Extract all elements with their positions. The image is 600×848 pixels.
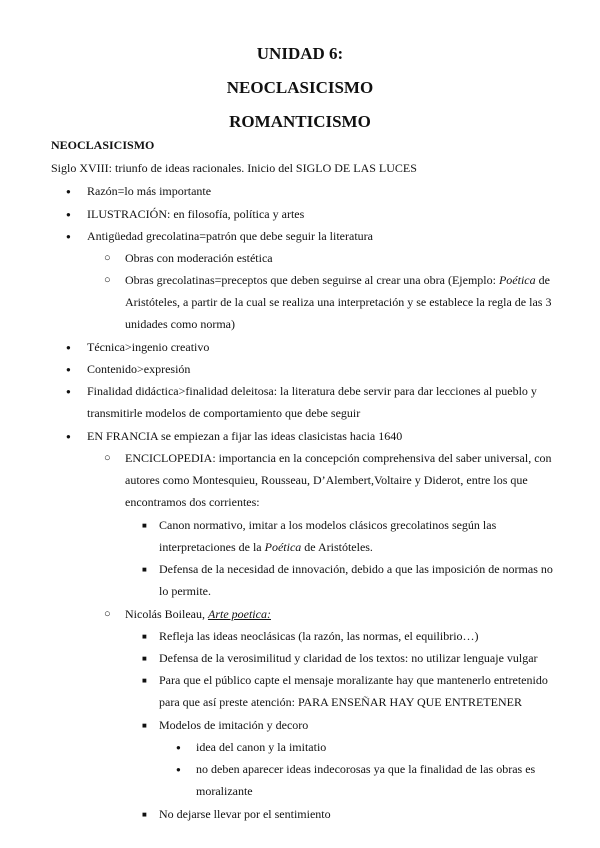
list-item: No dejarse llevar por el sentimiento <box>159 807 331 821</box>
list-item-continuation: encontramos dos corrientes: <box>125 495 260 509</box>
section-heading: NEOCLASICISMO <box>51 138 155 152</box>
list-item <box>125 607 271 622</box>
text-segment: Nicolás Boileau, <box>125 607 208 621</box>
list-item-continuation: Aristóteles, a partir de la cual se realiza una interpretación y se establece la regla de las 3 <box>125 295 552 309</box>
list-item: Canon normativo, imitar a los modelos clásicos grecolatinos según las <box>159 518 497 532</box>
list-item-continuation: lo permite. <box>159 584 211 598</box>
bullet-dot-icon: ● <box>66 343 71 352</box>
bullet-square-icon: ■ <box>142 676 147 685</box>
italic-underlined-text: Arte poetica: <box>207 607 271 621</box>
bullet-dot-icon: ● <box>66 232 71 241</box>
italic-text: Poética <box>498 273 536 287</box>
list-item-continuation: para que así preste atención: PARA ENSEÑAR HAY QUE ENTRETENER <box>159 695 522 709</box>
bullet-dot-icon: ● <box>176 743 181 752</box>
text-segment: interpretaciones de la <box>159 540 265 554</box>
list-item: Técnica>ingenio creativo <box>87 340 210 354</box>
list-item-continuation: transmitirle modelos de comportamiento que debe seguir <box>87 406 361 420</box>
title-romanticismo: ROMANTICISMO <box>229 112 371 131</box>
title-neoclasicismo: NEOCLASICISMO <box>226 78 374 97</box>
text-segment: de <box>535 273 550 287</box>
bullet-dot-icon: ● <box>66 365 71 374</box>
bullet-circle-icon: ○ <box>104 452 111 464</box>
list-item: Razón=lo más importante <box>87 184 212 198</box>
bullet-circle-icon: ○ <box>104 608 111 620</box>
list-item: Refleja las ideas neoclásicas (la razón, las normas, el equilibrio…) <box>159 629 479 643</box>
bullet-dot-icon: ● <box>66 187 71 196</box>
bullet-square-icon: ■ <box>142 654 147 663</box>
list-item-continuation: unidades como norma) <box>125 317 235 331</box>
list-item: Obras con moderación estética <box>125 251 273 265</box>
bullet-square-icon: ■ <box>142 810 147 819</box>
list-item-continuation: autores como Montesquieu, Rousseau, D’Alembert,Voltaire y Diderot, entre los que <box>125 473 528 487</box>
list-item: Modelos de imitación y decoro <box>159 718 309 732</box>
intro-text: Siglo XVIII: triunfo de ideas racionales. Inicio del SIGLO DE LAS LUCES <box>51 161 417 175</box>
list-item <box>125 273 550 288</box>
list-item: EN FRANCIA se empiezan a fijar las ideas clasicistas hacia 1640 <box>87 429 403 443</box>
bullet-square-icon: ■ <box>142 632 147 641</box>
bullet-square-icon: ■ <box>142 565 147 574</box>
list-item: ENCICLOPEDIA: importancia en la concepción comprehensiva del saber universal, con <box>125 451 552 465</box>
list-item: Contenido>expresión <box>87 362 191 376</box>
list-item: ILUSTRACIÓN: en filosofía, política y artes <box>87 207 305 221</box>
bullet-dot-icon: ● <box>66 210 71 219</box>
list-item: idea del canon y la imitatio <box>196 740 327 754</box>
list-item-continuation <box>159 540 373 555</box>
bullet-square-icon: ■ <box>142 521 147 530</box>
list-item: Defensa de la necesidad de innovación, debido a que las imposición de normas no <box>159 562 553 576</box>
bullet-square-icon: ■ <box>142 721 147 730</box>
list-item: Antigüedad grecolatina=patrón que debe seguir la literatura <box>87 229 373 243</box>
unit-title: UNIDAD 6: <box>256 44 344 63</box>
list-item-continuation: moralizante <box>196 784 253 798</box>
bullet-dot-icon: ● <box>66 432 71 441</box>
text-segment: de Aristóteles. <box>301 540 373 554</box>
bullet-circle-icon: ○ <box>104 274 111 286</box>
italic-text: Poética <box>264 540 302 554</box>
list-item: Para que el público capte el mensaje moralizante hay que mantenerlo entretenido <box>159 673 548 687</box>
bullet-dot-icon: ● <box>66 387 71 396</box>
bullet-circle-icon: ○ <box>104 252 111 264</box>
bullet-dot-icon: ● <box>176 765 181 774</box>
text-segment: Obras grecolatinas=preceptos que deben seguirse al crear una obra (Ejemplo: <box>125 273 499 287</box>
list-item: no deben aparecer ideas indecorosas ya que la finalidad de las obras es <box>196 762 536 776</box>
list-item: Defensa de la verosimilitud y claridad de los textos: no utilizar lenguaje vulgar <box>159 651 538 665</box>
list-item: Finalidad didáctica>finalidad deleitosa: la literatura debe servir para dar lecciones al pueblo y <box>87 384 537 398</box>
